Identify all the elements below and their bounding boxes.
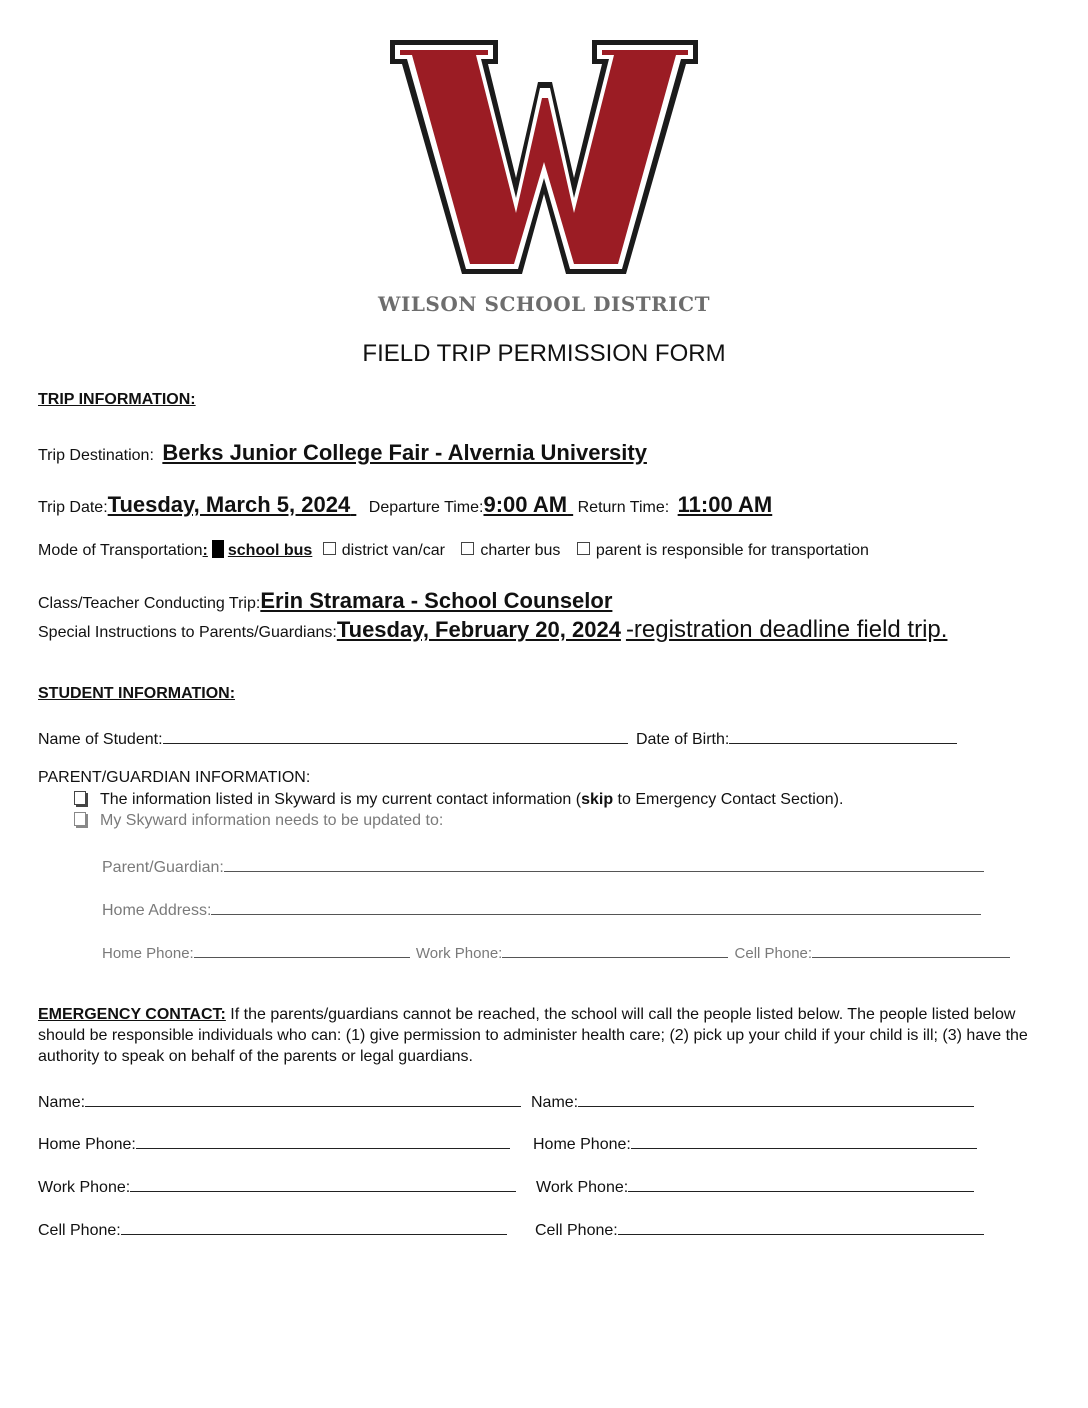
trip-destination-label: Trip Destination: — [38, 447, 154, 464]
teacher-value: Erin Stramara - School Counselor — [260, 588, 613, 613]
special-instructions-date: Tuesday, February 20, 2024 — [336, 617, 621, 642]
trip-date-value: Tuesday, March 5, 2024 — [107, 492, 351, 517]
home-address-field[interactable] — [211, 898, 981, 915]
trip-destination-value: Berks Junior College Fair - Alvernia University — [162, 440, 647, 465]
transport-option-school-bus: school bus — [227, 542, 313, 559]
contact2-work-phone-row: Work Phone: — [536, 1175, 974, 1197]
student-name-row — [38, 727, 957, 749]
transport-option-parent: parent is responsible for transportation — [595, 542, 869, 559]
transportation-row: Mode of Transportation: school bus district van/car charter bus parent is responsible for transportation — [38, 542, 869, 559]
emergency-contact-heading: EMERGENCY CONTACT: — [38, 1006, 226, 1023]
student-info-heading: STUDENT INFORMATION: — [38, 685, 236, 702]
return-time-label: Return Time: — [577, 499, 670, 516]
parent-work-phone-label: Work Phone: — [415, 945, 503, 962]
contact1-cell-phone-field[interactable] — [121, 1218, 507, 1235]
contact1-home-phone-row: Home Phone: — [38, 1132, 510, 1154]
transport-option-district-van: district van/car — [341, 542, 445, 559]
guardian-field[interactable] — [224, 855, 984, 872]
transportation-label: Mode of Transportation — [38, 542, 203, 559]
contact1-name-field[interactable] — [85, 1090, 521, 1107]
contact2-name-row: Name: — [531, 1090, 974, 1112]
parent-home-phone-field[interactable] — [194, 941, 410, 958]
contact1-cell-phone-row: Cell Phone: — [38, 1218, 507, 1240]
contact2-home-phone-row: Home Phone: — [533, 1132, 977, 1154]
contact2-work-phone-field[interactable] — [628, 1175, 974, 1192]
transport-option-charter-bus: charter bus — [480, 542, 561, 559]
contact2-home-phone-field[interactable] — [631, 1132, 977, 1149]
parent-cell-phone-field[interactable] — [812, 941, 1010, 958]
dob-label: Date of Birth: — [635, 731, 730, 748]
checkbox-charter-bus[interactable] — [461, 542, 474, 555]
dob-field[interactable] — [729, 727, 957, 744]
checkbox-parent-transport[interactable] — [577, 542, 590, 555]
parent-option-skyward-current: The information listed in Skyward is my current contact information (skip to Emergency Contact Section). — [74, 791, 843, 809]
parent-option-skyward-update: My Skyward information needs to be updated to: — [74, 812, 443, 830]
contact2-name-field[interactable] — [578, 1090, 974, 1107]
parent-info-heading: PARENT/GUARDIAN INFORMATION: — [38, 769, 311, 786]
trip-date-label: Trip Date: — [38, 499, 108, 516]
emergency-contact-paragraph — [38, 1004, 1038, 1067]
teacher-label: Class/Teacher Conducting Trip: — [38, 595, 261, 612]
contact1-name-row: Name: — [38, 1090, 521, 1112]
district-name: WILSON SCHOOL DISTRICT — [378, 292, 710, 316]
trip-date-row — [38, 492, 772, 518]
parent-cell-phone-label: Cell Phone: — [734, 945, 813, 962]
special-instructions-row — [38, 616, 947, 644]
parent-phones-row — [102, 941, 1010, 962]
checkbox-district-van[interactable] — [323, 542, 336, 555]
emergency-contact-description: If the parents/guardians cannot be reached, the school will call the people listed below. The people listed below should be responsible individuals who can: (1) give permission to administer health care; (2) pick up your child if your child is ill; (3) have the authority to speak on behalf of the parents or legal guardians. — [38, 1006, 1028, 1065]
contact1-work-phone-row: Work Phone: — [38, 1175, 516, 1197]
departure-time-label: Departure Time: — [368, 499, 484, 516]
parent-home-phone-label: Home Phone: — [102, 945, 194, 962]
trip-destination-row — [38, 440, 647, 466]
student-name-label: Name of Student: — [38, 731, 163, 748]
trip-info-heading: TRIP INFORMATION: — [38, 391, 196, 408]
form-title: FIELD TRIP PERMISSION FORM — [362, 340, 726, 367]
special-instructions-text: -registration deadline field trip. — [625, 616, 948, 643]
special-instructions-label: Special Instructions to Parents/Guardians: — [38, 624, 337, 641]
contact1-home-phone-field[interactable] — [136, 1132, 510, 1149]
return-time-value: 11:00 AM — [677, 492, 773, 517]
guardian-row — [102, 855, 984, 877]
teacher-row — [38, 588, 612, 614]
home-address-row — [102, 898, 981, 920]
contact2-cell-phone-field[interactable] — [618, 1218, 984, 1235]
checkbox-skyward-current[interactable] — [74, 791, 86, 805]
contact2-cell-phone-row: Cell Phone: — [535, 1218, 984, 1240]
district-logo — [388, 38, 700, 276]
parent-work-phone-field[interactable] — [502, 941, 728, 958]
guardian-label: Parent/Guardian: — [102, 859, 224, 876]
home-address-label: Home Address: — [102, 902, 212, 919]
contact1-work-phone-field[interactable] — [130, 1175, 516, 1192]
departure-time-value: 9:00 AM — [483, 492, 568, 517]
student-name-field[interactable] — [163, 727, 628, 744]
checkbox-school-bus-checked[interactable] — [212, 540, 224, 558]
checkbox-skyward-update[interactable] — [74, 812, 86, 826]
